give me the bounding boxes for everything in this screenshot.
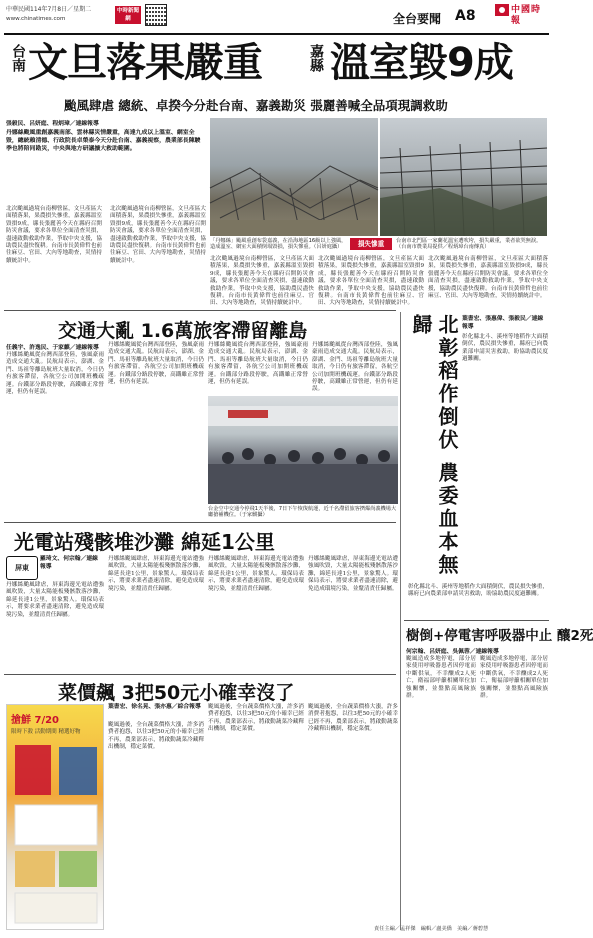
tree-byline: 何宗翰、呂妍庭、吳佩蓉／連線報導: [406, 649, 499, 655]
page-number: A8: [455, 8, 476, 24]
crowded-airport-graphic: [208, 396, 398, 504]
lead-headline: [0, 36, 553, 98]
north-byline: 葉書宏、張惠偉、張毅民／連線報導: [462, 316, 544, 330]
traffic-headline: 交通大亂 1.6萬旅客滯留離島: [58, 320, 308, 342]
traffic-body-col-3: 丹娜絲颱風從台灣西部登陸，強風豪雨造成交通大亂。民航局表示，澎湖、金門、馬祖等離島航班大量取消，今日仍有旅客滯留，各航空公司加開班機疏運。台鐵部分路段停駛，高鐵雖正常營運，但仍有延誤。: [208, 342, 308, 386]
solar-headline: 光電站殘骸堆沙灘 綿延1公里: [14, 530, 275, 554]
divider-tree: [404, 620, 549, 621]
lead-body-col-1: 北次颱風過境台南柳營區，文旦產區大面積落果，果農損失慘重，嘉義縣溫室毀損9成，縣長張麗善今天在縣府召開防災會議，要求各單位全面清查災損，盡速啟動救助作業，爭取中央支援，協助農民盡快復耕。台南市長黃偉哲也前往麻豆、官田、大內等地勘查，災情持續統計中。: [6, 206, 102, 264]
masthead: [0, 0, 553, 36]
lead-body-col-3: 北次颱風過境台南柳營區，文旦產區大面積落果，果農損失慘重，嘉義縣溫室毀損9成，縣長張麗善今天在縣府召開防災會議，要求各單位全面清查災損，盡速啟動救助作業，爭取中央支援，協助農民盡快復耕。台南市長黃偉哲也前往麻豆、官田、大內等地勘查，災情持續統計中。: [210, 256, 314, 307]
lead-text-block: [6, 118, 206, 153]
section-label: 全台要聞: [393, 12, 442, 26]
veg-byline: 葉書宏、徐名晃、張亦惠／綜合報導: [108, 704, 201, 710]
headline-chiayi: 溫室毀9成: [330, 40, 513, 86]
damaged-orchid-house-graphic: [380, 118, 547, 236]
kicker-tainan: 台南: [10, 44, 26, 72]
divider-traffic: [4, 522, 396, 523]
divider-solar: [4, 674, 396, 675]
photo-caption-tainan: 台南市北門區一家蘭花溫室遭吹垮，損失嚴重，業者欲哭無淚。（台南市農業局提供／程炳璋台南傳真）: [396, 238, 542, 251]
lead-paragraph: 丹娜絲颱風重創嘉義南部、雲林縣災情嚴重，高達九成以上溫室、網室全毀，總統賴清德、行政院長卓榮泰今天分赴台南、嘉義視察，農業部長陳駿季也將陪同勘災，中央與地方研議擴大救助範圍。: [6, 130, 201, 152]
solar-byline: 羅琦文、何宗翰／連線報導: [40, 556, 98, 570]
ad-products-graphic: [7, 705, 105, 931]
veg-headline: 菜價飆 3把50元小確幸沒了: [58, 682, 295, 704]
traffic-body-col-1: 丹娜絲颱風從台灣西部登陸，強風豪雨造成交通大亂。民航局表示，澎湖、金門、馬祖等離島航班大量取消，今日仍有旅客滯留，各航空公司加開班機疏運。台鐵部分路段停駛，高鐵雖正常營運，但仍有延誤。: [6, 352, 104, 396]
damage-tag: 損失慘重: [350, 238, 392, 250]
tree-body-col-2: 颱風造成多地停電，部分居家使用呼吸器患者因停電而中斷供氧，不幸釀成2人死亡，衛福部呼籲相關單位加強關懷，並盤點高風險族群。: [480, 656, 548, 700]
veg-body-col-3: 颱風過後，全台蔬菜價格大漲，許多消費者抱怨，以往3把50元的小確幸已經不再，農業部表示，將啟動蔬菜冷藏釋出機制，穩定菜價。: [308, 704, 398, 733]
lead-body-col-4: 北次颱風過境台南柳營區，文旦產區大面積落果，果農損失慘重，嘉義縣溫室毀損9成，縣長張麗善今天在縣府召開防災會議，要求各單位全面清查災損，盡速啟動救助作業，爭取中央支援，協助農民盡快復耕。台南市長黃偉哲也前往麻豆、官田、大內等地勘查，災情持續統計中。: [318, 256, 424, 307]
kicker-chiayi: 嘉縣: [308, 44, 324, 72]
divider-lead: [4, 310, 396, 311]
issue-date: 中華民國114年7月8日／星期二: [6, 6, 92, 13]
traffic-body-col-4: 丹娜絲颱風從台灣西部登陸，強風豪雨造成交通大亂。民航局表示，澎湖、金門、馬祖等離島航班大量取消，今日仍有旅客滯留，各航空公司加開班機疏運。台鐵部分路段停駛，高鐵雖正常營運，但仍有延誤。: [312, 342, 398, 393]
lead-photo-greenhouse: [210, 118, 378, 236]
north-body-continued: 彰化縣北斗、溪州等地稻作大面積倒伏，農民損失慘重，縣府已向農業部申請災害救助，盼協助農民度過難關。: [408, 584, 548, 598]
ad-title: 搶鮮 7/20: [11, 715, 60, 726]
traffic-photo-caption: 台金空中交通今停飛1天半後，7日下午恢復航運，近千名滯留旅客擠爆尚義機場大廳搶補機位。（于家麒攝）: [208, 506, 397, 519]
masthead-rule: [4, 33, 549, 35]
solar-body-col-4: 丹娜絲颱風肆虐，屏東海邊光電站遭強風吹毀，大量太陽能板殘骸散落沙灘，綿延長達1公里，景象驚人。環保局表示，將要求業者盡速清除，避免造成環境污染，並釐清責任歸屬。: [308, 556, 398, 592]
solar-body-col-2: 丹娜絲颱風肆虐，屏東海邊光電站遭強風吹毀，大量太陽能板殘骸散落沙灘，綿延長達1公里，景象驚人。環保局表示，將要求業者盡速清除，避免造成環境污染，並釐清責任歸屬。: [108, 556, 204, 592]
lead-subheadline: 颱風肆虐 總統、卓揆今分赴台南、嘉義勘災 張麗善喊全品項現調救助: [64, 98, 448, 113]
tree-body-col-1: 颱風造成多地停電，部分居家使用呼吸器患者因停電而中斷供氧，不幸釀成2人死亡，衛福部呼籲相關單位加強關懷，並盤點高風險族群。: [406, 656, 476, 700]
veg-body-col-2: 颱風過後，全台蔬菜價格大漲，許多消費者抱怨，以往3把50元的小確幸已經不再，農業部表示，將啟動蔬菜冷藏釋出機制，穩定菜價。: [208, 704, 304, 733]
small-logo: 中時新聞網: [116, 8, 139, 22]
lead-body-col-2: 北次颱風過境台南柳營區，文旦產區大面積落果，果農損失慘重，嘉義縣溫室毀損9成，縣長張麗善今天在縣府召開防災會議，要求各單位全面清查災損，盡速啟動救助作業，爭取中央支援，協助農民盡快復耕。台南市長黃偉哲也前往麻豆、官田、大內等地勘查，災情持續統計中。: [110, 206, 206, 264]
headline-tainan: 文旦落果嚴重: [28, 40, 262, 86]
lead-photo-orchid-house: [380, 118, 547, 236]
masthead-logo: 中國時報: [493, 2, 547, 32]
site-url[interactable]: www.chinatimes.com: [6, 16, 66, 22]
divider-right-column: [400, 312, 401, 930]
traffic-body-col-2: 丹娜絲颱風從台灣西部登陸，強風豪雨造成交通大亂。民航局表示，澎湖、金門、馬祖等離島航班大量取消，今日仍有旅客滯留，各航空公司加開班機疏運。台鐵部分路段停駛，高鐵雖正常營運，但仍有延誤。: [108, 342, 204, 386]
veg-body-col-1: 颱風過後，全台蔬菜價格大漲，許多消費者抱怨，以往3把50元的小確幸已經不再，農業部表示，將啟動蔬菜冷藏釋出機制，穩定菜價。: [108, 722, 204, 751]
traffic-photo-airport: [208, 396, 398, 504]
qr-code-icon[interactable]: [145, 4, 167, 26]
ad-text: 限時下殺 活動期間 精選好物: [11, 729, 81, 735]
veg-ad-image[interactable]: [6, 704, 104, 930]
lead-byline: 張毅民、呂妍庭、程炳璋／連線報導: [6, 121, 99, 127]
collapsed-greenhouse-graphic: [210, 118, 378, 236]
north-body: 彰化縣北斗、溪州等地稻作大面積倒伏，農民損失慘重，縣府已向農業部申請災害救助，盼協助農民度過難關。: [462, 334, 548, 363]
solar-body-col-1: 丹娜絲颱風肆虐，屏東海邊光電站遭強風吹毀，大量太陽能板殘骸散落沙灘，綿延長達1公里，景象驚人。環保局表示，將要求業者盡速清除，避免造成環境污染，並釐清責任歸屬。: [6, 582, 104, 618]
lead-body-col-5: 北次颱風過境台南柳營區，文旦產區大面積落果，果農損失慘重，嘉義縣溫室毀損9成，縣長張麗善今天在縣府召開防災會議，要求各單位全面清查災損，盡速啟動救助作業，爭取中央支援，協助農民盡快復耕。台南市長黃偉哲也前往麻豆、官田、大內等地勘查，災情持續統計中。: [428, 256, 548, 300]
tree-headline: 樹倒+停電害呼吸器中止 釀2死: [406, 628, 593, 644]
photo-caption-chiayi: 「丹娜絲」颱風重創布袋嘉義，在沿海地區16級以上強風，造成溫室、網室大面積倒塌毀損，損失慘重。（呂妍庭攝）: [210, 238, 347, 251]
solar-tag: 屏東: [6, 556, 38, 580]
solar-body-col-3: 丹娜絲颱風肆虐，屏東海邊光電站遭強風吹毀，大量太陽能板殘骸散落沙灘，綿延長達1公里，景象驚人。環保局表示，將要求業者盡速清除，避免造成環境污染，並釐清責任歸屬。: [208, 556, 304, 592]
traffic-byline: 任義宇、許逸民、于家麒／連線報導: [6, 345, 99, 351]
north-headline: 北彰稻作倒伏 農委血本無歸: [409, 314, 459, 577]
editor-credit: 責任主編／孟祥傑 編輯／盧美僑 美編／蔣碧慧: [374, 926, 489, 932]
